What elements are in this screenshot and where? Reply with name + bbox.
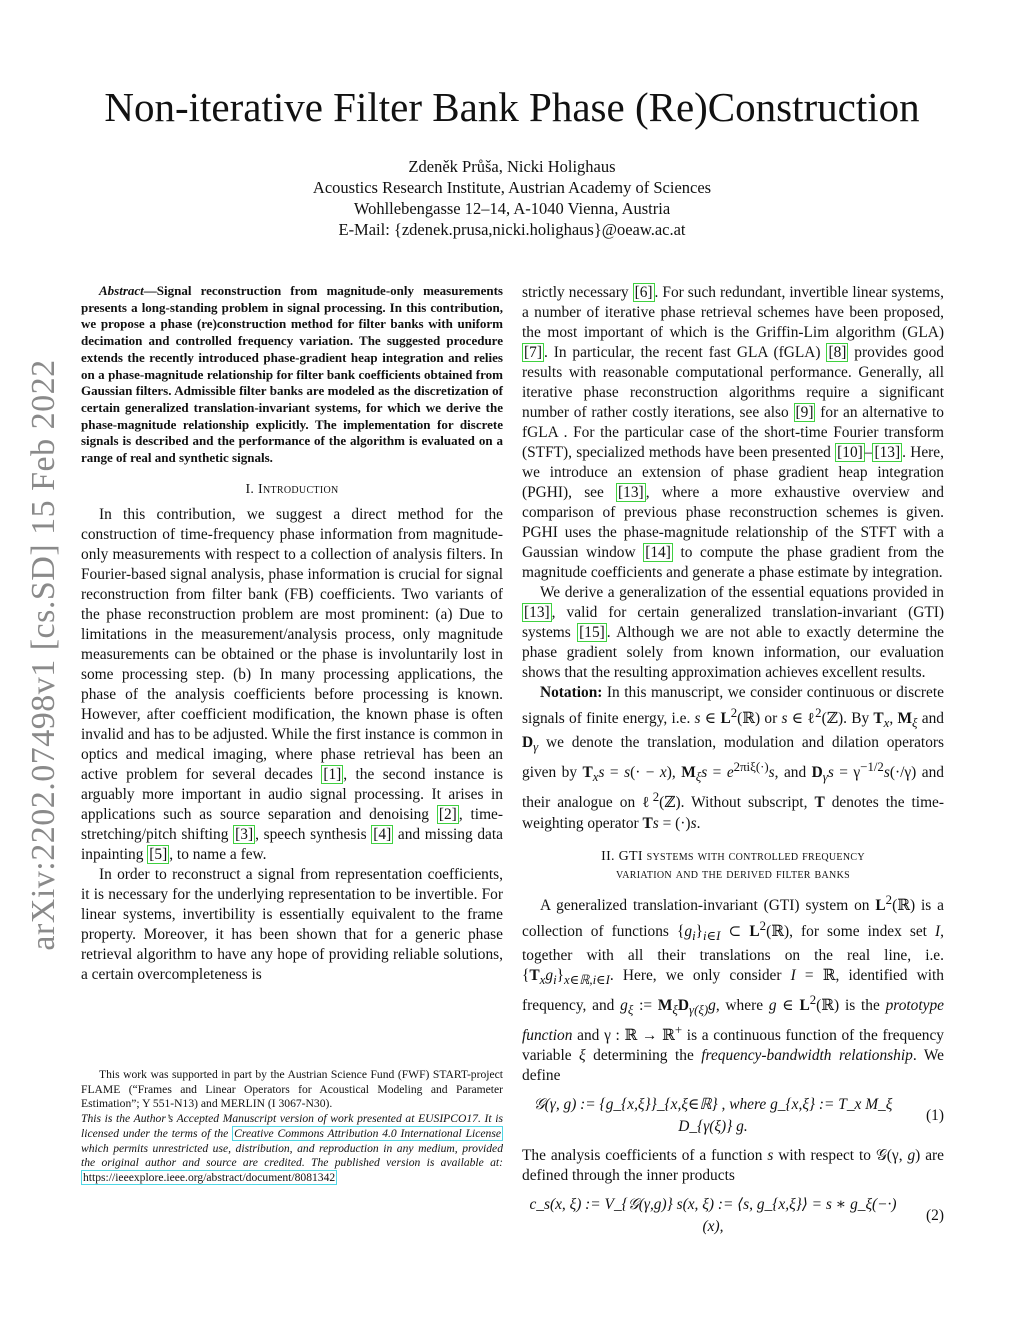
section-heading-gti-systems: II. GTI systems with controlled frequency variation and the derived filter banks xyxy=(601,848,865,882)
citation-link[interactable]: [10] xyxy=(837,444,863,461)
citation-link[interactable]: [5] xyxy=(149,845,168,863)
citation-link[interactable]: [1] xyxy=(323,765,342,783)
arxiv-sidebar-stamp xyxy=(14,355,74,955)
abstract-text: —Signal reconstruction from magnitude-only measurements presents a long-standing problem in signal processing. In this contribution, we propose a phase (re)construction method for filter banks with uniform decimation and controlled frequency variation. The suggested procedure extends the recently introduced phase-gradient heap integration and relies on a phase-magnitude relationship for filter bank coefficients obtained from Gaussian filters. Admissible filter banks are modeled as the discretization of certain generalized translation-invariant systems, for which we derive the phase-magnitude relationship explicitly. The implementation for discrete signals is described and the performance of the algorithm is evaluated on a range of real and synthetic signals. xyxy=(81,283,503,466)
equation-1 xyxy=(522,1094,944,1138)
abstract xyxy=(81,283,503,467)
citation-link[interactable]: [6] xyxy=(634,284,653,301)
license-note: This is the Author’s Accepted Manuscript version of work presented at EUSIPCO17. It is licensed under the terms of the Creative Commons Attribution 4.0 International License which permits unrestricted use, distribution, and reproduction in any medium, provided the original author and source are credited. The published version is available at: https://ieeexplore.ieee.org/abstract/document/8081342 xyxy=(81,1112,503,1184)
intro-paragraph-4: We derive a generalization of the essential equations provided in [13] , valid for certain generalized translation-invariant (GTI) systems [15] . Although we are not able to exactly determine the phase gradient solely from known information, our evaluation shows that the resulting approximation achieves excellent results. xyxy=(522,584,945,681)
funding-note: This work was supported in part by the Austrian Science Fund (FWF) START-project FLAME (“Frames and Linear Operators for Acoustical Modeling and Parameter Estimation”; Y 551-N13) and MERLIN (I 3067-N30). xyxy=(81,1068,503,1111)
left-column xyxy=(81,283,503,985)
equation-1-expression: 𝒢(γ, g) := {g_{x,ξ}}_{x,ξ∈ℝ} , where g_{x,ξ} := T_x M_ξ D_{γ(ξ)} g. xyxy=(533,1096,893,1136)
fbr-term: frequency-bandwidth relationship xyxy=(701,1047,913,1065)
citation-link[interactable]: [7] xyxy=(524,344,542,361)
citation-link[interactable]: [14] xyxy=(645,544,671,561)
abstract-label: Abstract xyxy=(99,283,144,298)
citation-link[interactable]: [4] xyxy=(373,825,392,843)
gti-paragraph: A generalized translation-invariant (GTI) system on $L^2(ℝ)$ is a collection of functions $\{g_i\}_{i\in I}$ ⊂ $L^2(ℝ)$, for some index set I, together with all their translations on the real line, i.e. $\{T_xg_i\}_{x\in ℝ,i\in I}$. Here, we only consider I = ℝ, identified with frequency, and $g_\xi$ := $M_\xi D_{\gamma(\xi)}g$, where g ∈ $L^2(ℝ)$ is the prototype function and γ : ℝ → ℝ+ is a continuous function of the frequency variable ξ determining the frequency-bandwidth relationship. We define xyxy=(522,892,945,1085)
notation-label: Notation: xyxy=(540,684,603,701)
citation-link[interactable]: [13] xyxy=(874,444,901,461)
author-affiliation: Acoustics Research Institute, Austrian Academy of Sciences xyxy=(312,178,712,197)
citation-link[interactable]: [8] xyxy=(828,344,847,361)
citation-link[interactable]: [9] xyxy=(795,404,814,421)
license-link[interactable]: Creative Commons Attribution 4.0 International License xyxy=(234,1126,501,1140)
ieee-url-link[interactable]: https://ieeexplore.ieee.org/abstract/document/8081342 xyxy=(83,1170,336,1184)
equation-2-number: (2) xyxy=(926,1207,944,1225)
citation-link[interactable]: [13] xyxy=(618,484,644,501)
citation-link[interactable]: [3] xyxy=(235,825,254,843)
author-names: Zdeněk Průša, Nicki Holighaus xyxy=(408,157,616,176)
author-block xyxy=(0,156,1024,240)
intro-paragraph-1: In this contribution, we suggest a direct method for the construction of time-frequency phase information from magnitude-only measurements with respect to a collection of analysis filters. In Fourier-based signal analysis, phase information is crucial for signal reconstruction from filter bank (FB) coefficients. Two variants of the phase reconstruction problem are most prominent: (a) Due to limitations in the measurement/analysis process, only magnitude measurements can be obtained or the phase is involuntarily lost in some processing step. (b) In many processing applications, the phase of the analysis coefficients before processing is known. However, after coefficient modification, the known phase is often invalid and has to be adjusted. While the first instance is common in optics and medical imaging, where phase retrieval has been an active problem for several decades [1] , the second instance is arguably more important in audio signal processing. It arises in applications such as source separation and denoising [2] , time-stretching/pitch shifting [3] , speech synthesis [4] and missing data inpainting [5] , to name a few. xyxy=(81,505,503,863)
intro-paragraph-3: strictly necessary [6] . For such redundant, invertible linear systems, a number of iterative phase retrieval schemes have been proposed, the most important of which is the Griffin-Lim algorithm (GLA) [7] . In particular, the recent fast GLA (fGLA) [8] provides good results with reasonable computational performance. Generally, all iterative phase reconstruction algorithms require a significant number of rather costly iterations, see also [9] for an alternative to fGLA . For the particular case of the short-time Fourier transform (STFT), specialized methods have been presented [10] – [13] . Here, we introduce an extension of phase gradient heap integration (PGHI), see [13] , where a more exhaustive overview and comparison of previous phase reconstruction schemes is given. PGHI uses the phase-magnitude relationship of the STFT with a Gaussian window [14] to compute the phase gradient from the magnitude coefficients and generate a phase estimate by integration. xyxy=(522,284,945,581)
footnote xyxy=(81,1068,503,1186)
intro-paragraph-2: In order to reconstruct a signal from representation coefficients, it is necessary for the underlying representation to be invertible. For linear systems, invertibility is essentially equivalent to the frame property. Moreover, it has been shown that for a generic phase retrieval algorithm to have any hope of providing reliable solutions, a certain overcompleteness is xyxy=(81,865,503,983)
notation-paragraph: Notation: In this manuscript, we consider continuous or discrete signals of finite energy, i.e. s ∈ $L^2(ℝ)$ or s ∈ ℓ$^2$(ℤ). By $T_x$, $M_\xi$ and $D_\gamma$ we denote the translation, modulation and dilation operators given by $T_xs = s(\cdot - x)$, $M_\xi s = e^{2\pi i\xi(\cdot)}s$, and $D_\gamma s = \gamma^{-1/2}s(\cdot/\gamma)$ and their analogue on ℓ$^2$(ℤ). Without subscript, T denotes the time-weighting operator Ts = (·)s. xyxy=(522,684,945,832)
equation-2 xyxy=(522,1194,944,1238)
author-email: E-Mail: {zdenek.prusa,nicki.holighaus}@oeaw.ac.at xyxy=(338,220,686,239)
prototype-term: prototype function xyxy=(522,997,944,1045)
citation-link[interactable]: [13] xyxy=(524,604,550,621)
equation-2-expression: c_s(x, ξ) := V_{𝒢(γ,g)} s(x, ξ) := ⟨s, g_{x,ξ}⟩ = s ∗ g_ξ(−·)(x), xyxy=(529,1196,897,1236)
author-address: Wohllebengasse 12–14, A-1040 Vienna, Austria xyxy=(353,199,671,218)
right-column xyxy=(522,283,944,1246)
paper-title: Non-iterative Filter Bank Phase (Re)Construction xyxy=(104,84,920,130)
citation-link[interactable]: [2] xyxy=(438,805,457,823)
coefficients-paragraph: The analysis coefficients of a function s with respect to 𝒢(γ, g) are defined through the inner products xyxy=(522,1147,944,1185)
arxiv-identifier: arXiv:2202.07498v1 [cs.SD] 15 Feb 2022 xyxy=(25,359,62,951)
citation-link[interactable]: [15] xyxy=(579,624,605,641)
section-heading-introduction: I. Introduction xyxy=(245,481,339,497)
equation-1-number: (1) xyxy=(926,1107,944,1125)
